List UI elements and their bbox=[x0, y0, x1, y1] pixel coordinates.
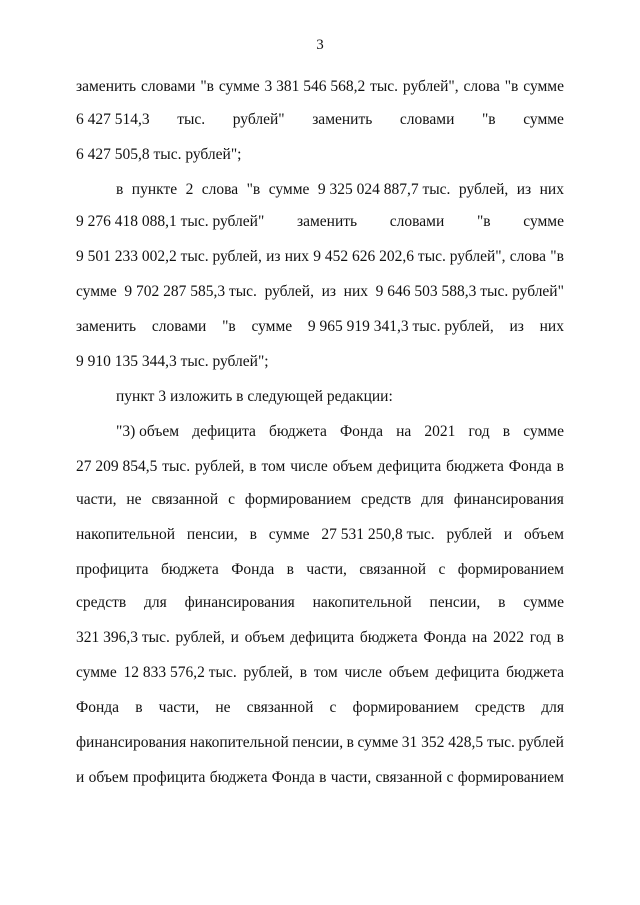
text-line: 6 427 505,8 тыс. рублей"; bbox=[76, 146, 242, 163]
page-number: 3 bbox=[316, 37, 324, 53]
word: в bbox=[116, 181, 124, 198]
text-line bbox=[76, 594, 564, 612]
word: формированием bbox=[352, 699, 459, 716]
word: не bbox=[215, 699, 231, 716]
word: сумме bbox=[523, 78, 564, 95]
word: накопительной bbox=[189, 734, 289, 751]
word: в bbox=[319, 769, 327, 786]
word: год bbox=[529, 629, 551, 646]
word: части, bbox=[330, 769, 372, 786]
word: 27 531 250,8 тыс. bbox=[321, 526, 435, 543]
word: в bbox=[249, 526, 257, 543]
word: Фонда bbox=[231, 561, 275, 578]
word: пенсии, bbox=[292, 734, 344, 751]
word: "в bbox=[222, 318, 236, 335]
word: "3) объем bbox=[116, 423, 180, 440]
word: финансирования bbox=[76, 734, 187, 751]
word: рублей bbox=[446, 526, 492, 543]
word: "в bbox=[476, 213, 491, 230]
word: них bbox=[539, 181, 564, 198]
text-line: 9 910 135 344,3 тыс. рублей"; bbox=[76, 353, 269, 370]
text-line: пункт 3 изложить в следующей редакции: bbox=[116, 388, 393, 405]
word: 6 427 514,3 bbox=[76, 111, 150, 128]
word: "в bbox=[246, 181, 261, 198]
text-line bbox=[76, 699, 564, 717]
word: пункте bbox=[131, 181, 178, 198]
word: формированием bbox=[457, 561, 564, 578]
word: 9 452 626 202,6 тыс. рублей", bbox=[313, 248, 506, 265]
word: тыс. bbox=[177, 111, 206, 128]
word: рублей, bbox=[175, 629, 225, 646]
word: Фонда bbox=[271, 769, 315, 786]
word: с bbox=[329, 699, 337, 716]
word: числе bbox=[290, 458, 328, 475]
word: не bbox=[126, 491, 142, 508]
word: в bbox=[249, 458, 257, 475]
word: бюджета bbox=[506, 664, 564, 681]
word: в bbox=[556, 458, 564, 475]
word: дефицита bbox=[435, 664, 500, 681]
text-line bbox=[116, 181, 564, 199]
word: объем bbox=[388, 664, 429, 681]
word: связанной bbox=[375, 769, 443, 786]
word: "в bbox=[481, 111, 496, 128]
word: рублей, bbox=[243, 664, 293, 681]
text-line bbox=[76, 491, 564, 509]
word: бюджета bbox=[269, 423, 327, 440]
word: 9 325 024 887,7 тыс. bbox=[317, 181, 451, 198]
word: пенсии, bbox=[186, 526, 238, 543]
word: связанной bbox=[151, 491, 219, 508]
word: словами bbox=[389, 213, 445, 230]
word: заменить bbox=[312, 111, 373, 128]
word: для bbox=[143, 594, 167, 611]
word: объем bbox=[88, 769, 129, 786]
word: с bbox=[446, 769, 454, 786]
word: накопительной bbox=[312, 594, 412, 611]
word: 2022 bbox=[493, 629, 525, 646]
word: сумме bbox=[218, 78, 260, 95]
word: 9 501 233 002,2 тыс. рублей, bbox=[76, 248, 262, 265]
word: них bbox=[539, 318, 564, 335]
word: формированием bbox=[244, 491, 352, 508]
word: 3 381 546 568,2 bbox=[264, 78, 366, 95]
text-line bbox=[76, 248, 564, 266]
word: 31 352 428,5 тыс. bbox=[401, 734, 515, 751]
word: для bbox=[541, 699, 564, 716]
word: с bbox=[228, 491, 236, 508]
word: средств bbox=[360, 491, 412, 508]
word: слова bbox=[201, 181, 239, 198]
text-line bbox=[76, 526, 564, 544]
word: бюджета bbox=[160, 561, 219, 578]
word: сумме bbox=[523, 111, 564, 128]
word: с bbox=[438, 561, 446, 578]
word: 9 702 287 585,3 тыс. bbox=[124, 283, 257, 300]
text-line bbox=[76, 111, 564, 129]
word: заменить bbox=[76, 318, 137, 335]
word: из bbox=[509, 318, 524, 335]
word: сумме bbox=[523, 594, 564, 611]
word: рублей, bbox=[264, 283, 314, 300]
word: в bbox=[286, 561, 294, 578]
word: сумме bbox=[268, 526, 310, 543]
word: объем bbox=[332, 458, 373, 475]
word: сумме bbox=[251, 318, 293, 335]
word: дефицита bbox=[377, 458, 442, 475]
word: сумме bbox=[357, 734, 399, 751]
word: из bbox=[321, 283, 337, 300]
text-line bbox=[76, 629, 564, 647]
word: слова bbox=[509, 248, 547, 265]
word: Фонда bbox=[339, 423, 383, 440]
word: слова bbox=[463, 78, 500, 95]
word: рублей, bbox=[458, 181, 509, 198]
word: 9 276 418 088,1 тыс. рублей" bbox=[76, 213, 265, 230]
word: заменить bbox=[296, 213, 358, 230]
word: и bbox=[76, 769, 85, 786]
text-line bbox=[116, 423, 564, 441]
word: средств bbox=[474, 699, 526, 716]
word: тыс. bbox=[162, 458, 191, 475]
word: сумме bbox=[268, 181, 310, 198]
word: на bbox=[396, 423, 412, 440]
word: из bbox=[266, 248, 281, 265]
word: "в bbox=[200, 78, 214, 95]
word: "в bbox=[504, 78, 519, 95]
text-line bbox=[76, 734, 564, 752]
word: дефицита bbox=[192, 423, 256, 440]
text-line bbox=[76, 213, 564, 231]
word: словами bbox=[399, 111, 455, 128]
text-line bbox=[76, 458, 564, 476]
word: формированием bbox=[457, 769, 564, 786]
word: словами bbox=[141, 78, 196, 95]
word: 12 833 576,2 тыс. bbox=[123, 664, 237, 681]
word: 9 646 503 588,3 тыс. рублей" bbox=[375, 283, 564, 300]
word: сумме bbox=[76, 283, 117, 300]
word: финансирования bbox=[453, 491, 564, 508]
word: словами bbox=[151, 318, 207, 335]
word: из bbox=[516, 181, 532, 198]
word: сумме bbox=[523, 423, 564, 440]
word: и bbox=[503, 526, 513, 543]
word: связанной bbox=[246, 699, 314, 716]
word: профицита bbox=[76, 561, 149, 578]
text-line bbox=[76, 318, 564, 336]
word: бюджета bbox=[209, 769, 268, 786]
word: части, bbox=[158, 699, 200, 716]
word: сумме bbox=[76, 664, 117, 681]
word: рублей", bbox=[402, 78, 459, 95]
word: 27 209 854,5 bbox=[76, 458, 158, 475]
word: финансирования bbox=[184, 594, 295, 611]
word: и bbox=[230, 629, 239, 646]
word: сумме bbox=[523, 213, 564, 230]
word: в bbox=[346, 734, 354, 751]
text-line bbox=[76, 561, 564, 579]
word: 2 bbox=[185, 181, 194, 198]
word: в bbox=[556, 629, 564, 646]
word: тыс. bbox=[370, 78, 399, 95]
text-line bbox=[76, 664, 564, 682]
text-line bbox=[76, 283, 564, 301]
text-line bbox=[76, 78, 564, 96]
word: "в bbox=[550, 248, 564, 265]
word: части, bbox=[76, 491, 117, 508]
word: для bbox=[421, 491, 444, 508]
word: в bbox=[502, 423, 511, 440]
word: 9 965 919 341,3 тыс. рублей, bbox=[307, 318, 494, 335]
word: бюджета bbox=[446, 458, 504, 475]
word: них bbox=[284, 248, 310, 265]
word: в bbox=[135, 699, 143, 716]
word: на bbox=[472, 629, 488, 646]
word: пенсии, bbox=[429, 594, 481, 611]
word: бюджета bbox=[359, 629, 418, 646]
word: Фонда bbox=[423, 629, 467, 646]
word: связанной bbox=[359, 561, 427, 578]
word: заменить bbox=[76, 78, 137, 95]
word: числе bbox=[344, 664, 383, 681]
word: накопительной bbox=[76, 526, 176, 543]
text-line bbox=[76, 769, 564, 787]
word: дефицита bbox=[290, 629, 355, 646]
word: 321 396,3 тыс. bbox=[76, 629, 170, 646]
word: средств bbox=[76, 594, 127, 611]
word: объем bbox=[523, 526, 564, 543]
word: части, bbox=[306, 561, 347, 578]
word: год bbox=[468, 423, 490, 440]
word: Фонда bbox=[508, 458, 552, 475]
word: объем bbox=[244, 629, 285, 646]
word: том bbox=[313, 664, 338, 681]
word: Фонда bbox=[76, 699, 120, 716]
word: 2021 bbox=[424, 423, 456, 440]
word: в bbox=[498, 594, 506, 611]
word: рублей" bbox=[232, 111, 285, 128]
word: рублей bbox=[518, 734, 564, 751]
word: в bbox=[299, 664, 308, 681]
word: профицита bbox=[132, 769, 206, 786]
word: том bbox=[261, 458, 286, 475]
word: них bbox=[343, 283, 369, 300]
word: рублей, bbox=[195, 458, 245, 475]
